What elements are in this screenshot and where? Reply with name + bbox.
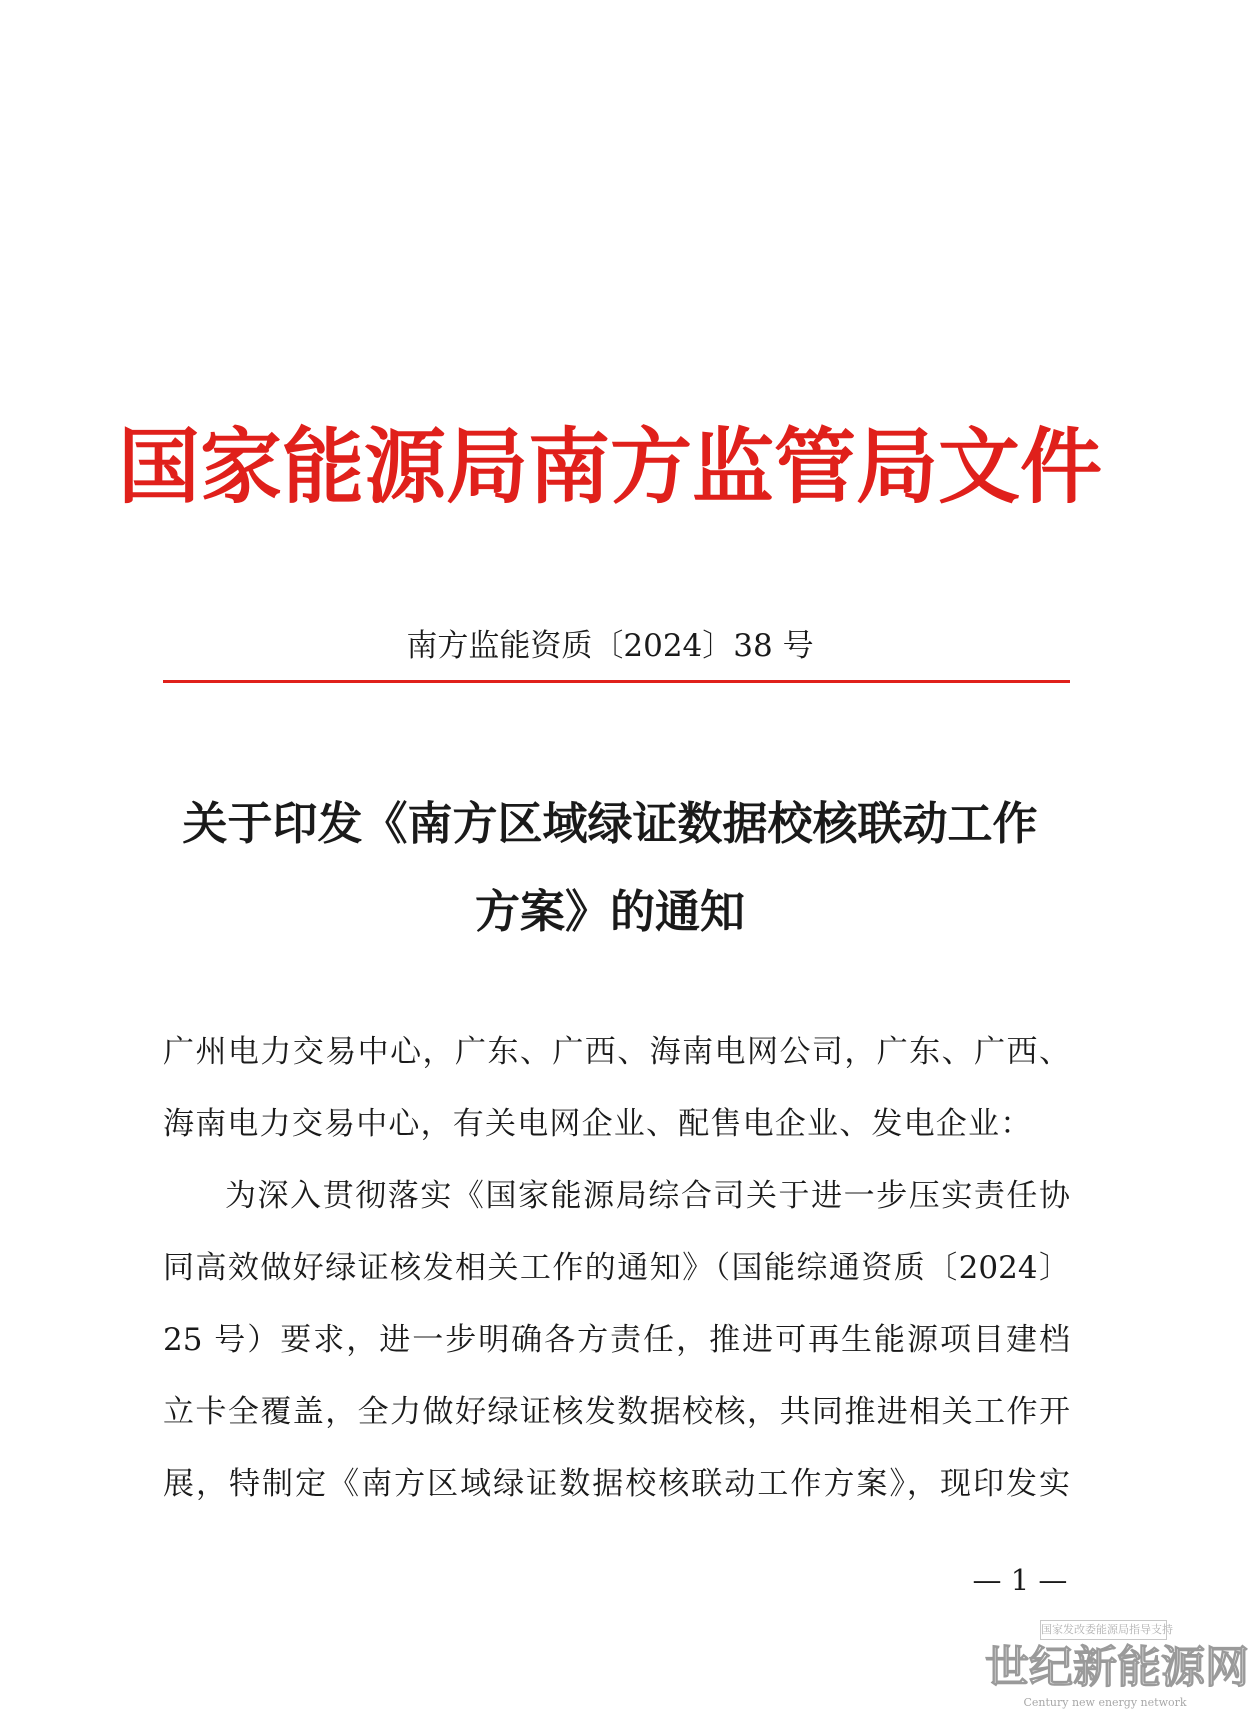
- watermark-main-text: 世纪新能源网: [985, 1642, 1249, 1693]
- issuer-header: 国家能源局南方监管局文件: [117, 420, 1102, 515]
- red-divider-line: [163, 680, 1070, 683]
- body-text: [163, 1016, 1070, 1520]
- watermark-english-text: Century new energy network: [1023, 1696, 1187, 1709]
- body-line-7: 展，特制定《南方区域绿证数据校核联动工作方案》，现印发实: [163, 1466, 1070, 1502]
- body-line-1: 广州电力交易中心，广东、广西、海南电网公司，广东、广西、: [163, 1034, 1070, 1070]
- document-number: 南方监能资质〔2024〕38 号: [406, 628, 814, 664]
- body-line-2: 海南电力交易中心，有关电网企业、配售电企业、发电企业：: [163, 1106, 1033, 1142]
- watermark-small-text: 国家发改委能源局指导支持: [1040, 1620, 1167, 1640]
- notice-title: [0, 780, 1220, 956]
- notice-title-line-2: 方案》的通知: [474, 885, 745, 938]
- body-line-4: 同高效做好绿证核发相关工作的通知》（国能综通资质〔2024〕: [163, 1250, 1070, 1286]
- notice-title-line-1: 关于印发《南方区域绿证数据校核联动工作: [182, 797, 1038, 850]
- body-line-3: 为深入贯彻落实《国家能源局综合司关于进一步压实责任协: [225, 1178, 1070, 1214]
- watermark-logo: [985, 1620, 1249, 1720]
- body-line-6: 立卡全覆盖，全力做好绿证核发数据校核，共同推进相关工作开: [163, 1394, 1070, 1430]
- page-number: — 1 —: [972, 1563, 1068, 1597]
- body-line-5: 25 号）要求，进一步明确各方责任，推进可再生能源项目建档: [163, 1322, 1070, 1358]
